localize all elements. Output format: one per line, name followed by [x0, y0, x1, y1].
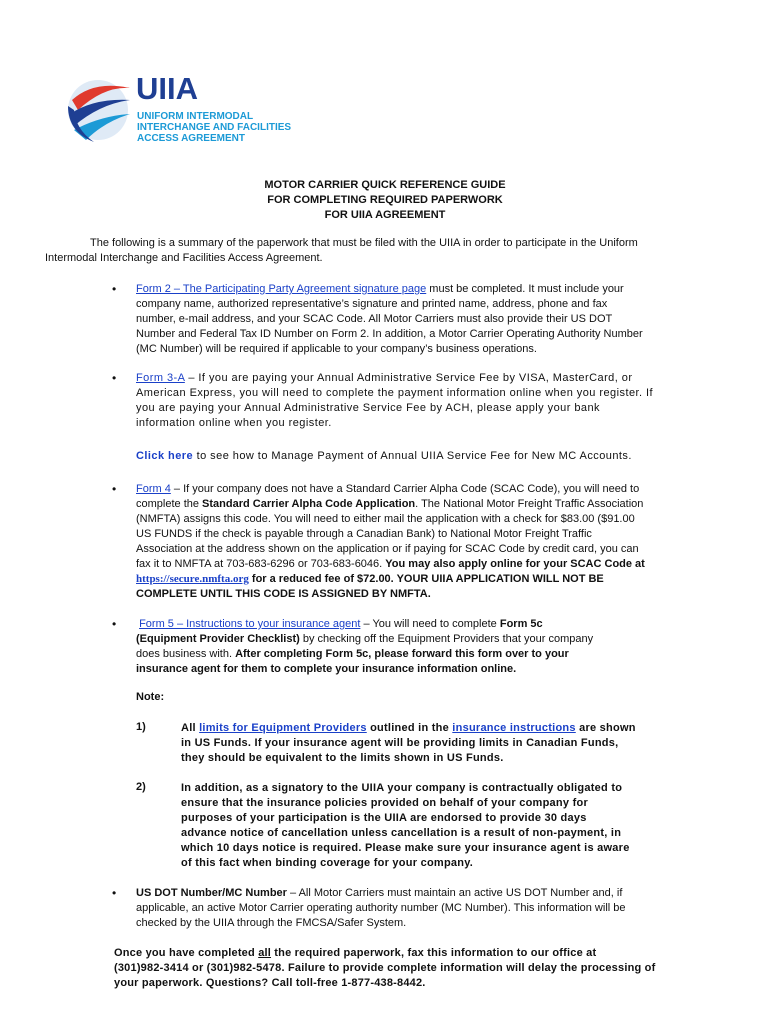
- text-bold: Form 5c: [499, 618, 543, 630]
- text-bold: You may also apply online for your SCAC Code at: [385, 558, 645, 570]
- bullet-icon: •: [112, 282, 117, 296]
- text: by checking off the Equipment Providers that your company: [299, 633, 594, 645]
- form3a-link[interactable]: Form 3-A: [136, 372, 185, 384]
- text: . The National Motor Freight Traffic Association: [415, 498, 644, 510]
- insurance-instructions-link[interactable]: insurance instructions: [452, 722, 576, 734]
- form5-paragraph: [136, 617, 726, 677]
- intro-paragraph: [45, 236, 725, 266]
- text-line: you are paying your Annual Administrative Service Fee by ACH, please apply your bank: [136, 402, 600, 414]
- logo-subtitle: [137, 111, 291, 144]
- text-line: company name, authorized representative’s signature and printed name, address, phone and fax: [136, 298, 608, 310]
- bullet-icon: •: [112, 371, 117, 385]
- title-line: MOTOR CARRIER QUICK REFERENCE GUIDE: [264, 179, 506, 191]
- uiia-logo: [64, 70, 304, 150]
- text-line: they should be equivalent to the limits shown in US Funds.: [181, 752, 504, 764]
- text-line: checked by the UIIA through the FMCSA/Safer System.: [136, 917, 407, 929]
- text: Once you have completed: [114, 947, 259, 959]
- text-bold: insurance agent for them to complete your insurance information online.: [136, 663, 517, 675]
- text: does business with.: [136, 648, 236, 660]
- text: fax it to NMFTA at 703-683-6296 or 703-683-6046.: [136, 558, 386, 570]
- text-line: US FUNDS if the check is payable through a Canadian Bank) to National Motor Freight Traffic: [136, 528, 592, 540]
- text-line: which 10 days notice is required. Please make sure your insurance agent is aware: [181, 842, 630, 854]
- equipment-limits-link[interactable]: limits for Equipment Providers: [199, 722, 367, 734]
- note-item-number: 1): [136, 721, 146, 733]
- bullet-icon: •: [112, 482, 117, 496]
- text-line: (301)982-3414 or (301)982-5478. Failure to provide complete information will delay the processing of: [114, 962, 656, 974]
- text-bold: US DOT Number/MC Number: [136, 887, 287, 899]
- form3a-paragraph: [136, 371, 726, 431]
- text-line: purposes of your participation is the UIIA are endorsed to provide 30 days: [181, 812, 587, 824]
- text-line: ensure that the insurance policies provided on behalf of your company for: [181, 797, 588, 809]
- form2-paragraph: [136, 282, 726, 357]
- form4-link[interactable]: Form 4: [136, 483, 171, 495]
- usdot-paragraph: [136, 886, 726, 931]
- text-line: In addition, as a signatory to the UIIA your company is contractually obligated to: [181, 782, 623, 794]
- bullet-icon: •: [112, 617, 117, 631]
- uiia-globe-icon: [64, 70, 134, 150]
- text-line: (MC Number) will be required if applicable to your company’s business operations.: [136, 343, 537, 355]
- intro-line: Intermodal Interchange and Facilities Access Agreement.: [45, 252, 323, 264]
- text-line: in US Funds. If your insurance agent will be providing limits in Canadian Funds,: [181, 737, 619, 749]
- text: outlined in the: [366, 722, 453, 734]
- text-line: of this fact when binding coverage for your company.: [181, 857, 474, 869]
- click-here-line: [136, 449, 726, 464]
- text: are shown: [575, 722, 636, 734]
- closing-paragraph: [114, 946, 724, 991]
- click-here-link[interactable]: Click here: [136, 450, 194, 462]
- note-item-number: 2): [136, 781, 146, 793]
- text-bold: Standard Carrier Alpha Code Application: [202, 498, 416, 510]
- form2-link[interactable]: Form 2 – The Participating Party Agreement signature page: [136, 283, 427, 295]
- text-bold: After completing Form 5c, please forward this form over to your: [235, 648, 569, 660]
- text-line: number, e-mail address, and your SCAC Code. All Motor Carriers must also provide their US DOT: [136, 313, 613, 325]
- text: – If you are paying your Annual Administrative Service Fee by VISA, MasterCard, or: [184, 372, 633, 384]
- text-line: applicable, an active Motor Carrier operating authority number (MC Number). This information will be: [136, 902, 626, 914]
- document-title: [0, 178, 770, 223]
- text: complete the: [136, 498, 203, 510]
- title-line: FOR UIIA AGREEMENT: [324, 209, 446, 221]
- text: to see how to Manage Payment of Annual UIIA Service Fee for New MC Accounts.: [193, 450, 632, 462]
- note-item-2: [181, 781, 701, 871]
- text: must be completed. It must include your: [426, 283, 624, 295]
- intro-line: The following is a summary of the paperwork that must be filed with the UIIA in order to participate in the Uniform: [90, 237, 638, 249]
- text-bold: for a reduced fee of $72.00. YOUR UIIA APPLICATION WILL NOT BE: [248, 573, 604, 585]
- logo-subtitle-line: INTERCHANGE AND FACILITIES: [137, 122, 292, 133]
- note-label: Note:: [136, 691, 165, 703]
- text-bold: COMPLETE UNTIL THIS CODE IS ASSIGNED BY NMFTA.: [136, 588, 431, 600]
- text: All: [181, 722, 200, 734]
- bullet-icon: •: [112, 886, 117, 900]
- form4-paragraph: [136, 482, 726, 602]
- note-item-1: [181, 721, 701, 766]
- logo-subtitle-line: UNIFORM INTERMODAL: [137, 111, 254, 122]
- text: the required paperwork, fax this information to our office at: [271, 947, 597, 959]
- logo-brand: UIIA: [136, 71, 198, 106]
- text: – If your company does not have a Standard Carrier Alpha Code (SCAC Code), you will need to: [170, 483, 640, 495]
- logo-subtitle-line: ACCESS AGREEMENT: [137, 133, 245, 144]
- text-line: Association at the address shown on the application or if paying for SCAC Code by credit card, you can: [136, 543, 639, 555]
- text-line: American Express, you will need to complete the payment information online when you register. If: [136, 387, 654, 399]
- text-underlined: all: [258, 947, 272, 959]
- text-line: your paperwork. Questions? Call toll-free 1-877-438-8442.: [114, 977, 426, 989]
- text-line: (NMFTA) assigns this code. You will need to either mail the application with a check for $83.00 ($91.00: [136, 513, 635, 525]
- text-bold: (Equipment Provider Checklist): [136, 633, 300, 645]
- text: – All Motor Carriers must maintain an active US DOT Number and, if: [286, 887, 623, 899]
- nmfta-url-link[interactable]: https://secure.nmfta.org: [136, 573, 249, 585]
- text-line: information online when you register.: [136, 417, 332, 429]
- text-line: Number and Federal Tax ID Number on Form 2. In addition, a Motor Carrier Operating Authority Number: [136, 328, 643, 340]
- title-line: FOR COMPLETING REQUIRED PAPERWORK: [267, 194, 503, 206]
- form5-link[interactable]: Form 5 – Instructions to your insurance agent: [139, 618, 361, 630]
- text-line: advance notice of cancellation unless cancellation is a result of non-payment, in: [181, 827, 622, 839]
- text: – You will need to complete: [360, 618, 500, 630]
